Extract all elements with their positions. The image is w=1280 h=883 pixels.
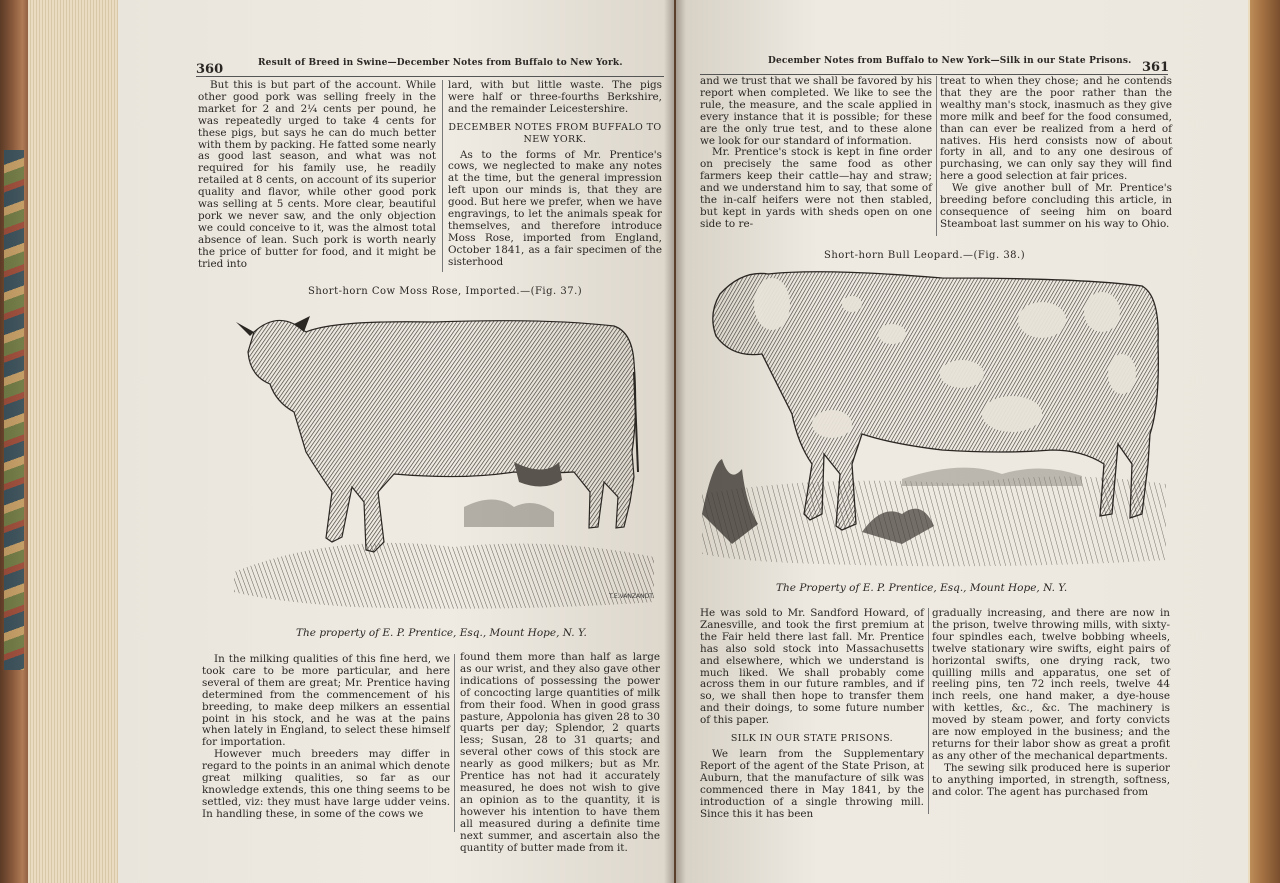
page-number: 361 — [1142, 60, 1170, 75]
text-column-top-right — [448, 80, 662, 276]
text-column-bottom-right — [932, 608, 1170, 820]
paragraph: However much breeders may differ in regard to the points in an animal which denote great milking qualities, so far as our knowledge extends, this one thing seems to be settled, viz: they must have large udder veins. In handling these, in some of the cows we — [202, 748, 450, 820]
text-column-bottom-right — [460, 651, 660, 854]
paragraph: We give another bull of Mr. Prentice's breeding before concluding this article, in consequence of seeing him on board Steamboat last summer on his way to Ohio. — [940, 182, 1172, 230]
text-column-top-right — [940, 76, 1172, 242]
marbled-endpaper — [4, 150, 24, 670]
right-page — [676, 0, 1248, 883]
paragraph: As to the forms of Mr. Prentice's cows, we neglected to make any notes at the time, but the general impression left upon our minds is, that they are good. But here we prefer, when we have engravings, to let the animals speak for themselves, and therefore introduce Moss Rose, imported from England, October 1841, as a fair specimen of the sisterhood — [448, 148, 662, 268]
paragraph: He was sold to Mr. Sandford Howard, of Zanesville, and took the first premium at the Fair held there last fall. Mr. Prentice has also sold stock into Massachusetts and elsewhere, which we understand is much liked. We shall probably come across them in our future rambles, and if so, we shall then hope to transfer them and their doings, to some future number of this paper. — [700, 607, 924, 727]
page-edges-left — [28, 0, 120, 883]
column-rule — [442, 80, 443, 272]
column-rule — [454, 654, 455, 832]
running-head: Result of Breed in Swine—December Notes from Buffalo to New York. — [258, 58, 623, 68]
text-column-bottom-left — [202, 654, 450, 844]
running-head: December Notes from Buffalo to New York—Silk in our State Prisons. — [768, 56, 1132, 66]
bull-engraving — [702, 264, 1168, 570]
paragraph: treat to when they chose; and he contends that they are the poor rather than the wealthy man's stock, inasmuch as they give more milk and beef for the food consumed, than can ever be realized from a herd of natives. His herd consists now of about forty in all, and to any one desirous of purchasing, we can only say they will find here a good selection at fair prices. — [940, 75, 1172, 183]
paragraph: But this is but part of the account. While other good pork was selling freely in the market for 2 and 2¼ cents per pound, he was repeatedly urged to take 4 cents for these pigs, but says he can do much better with them by packing. He fatted some nearly as good last season, and what was not required for his family use, he readily retailed at 8 cents, on account of its superior quality and flavor, while other good pork was selling at 5 cents. More clear, beautiful pork we never saw, and the only objection we could conceive to it, was the almost total absence of lean. Such pork is worth nearly the price of butter for food, and it might be tried into — [198, 79, 436, 270]
text-column-bottom-left — [700, 608, 924, 820]
header-rule — [196, 76, 664, 77]
figure-caption: Short-horn Cow Moss Rose, Imported.—(Fig. 37.) — [308, 286, 583, 297]
property-line: The property of E. P. Prentice, Esq., Mount Hope, N. Y. — [296, 627, 587, 639]
paragraph: Mr. Prentice's stock is kept in fine order on precisely the same food as other farmers keep their cattle—hay and straw; and we understand him to say, that some of the in-calf heifers were not then stabled, but kept in yards with sheds open on one side to re- — [700, 146, 932, 230]
left-page — [118, 0, 674, 883]
property-line: The Property of E. P. Prentice, Esq., Mount Hope, N. Y. — [776, 582, 1068, 594]
page-number: 360 — [196, 62, 224, 77]
figure-caption: Short-horn Bull Leopard.—(Fig. 38.) — [824, 250, 1026, 261]
paragraph: and we trust that we shall be favored by his report when completed. We like to see the rule, the measure, and the scale applied in every instance that it is possible; for these are the only true test, and to these alone we look for our standard of information. — [700, 75, 932, 147]
engraver-signature: T.E.VANZANDT. — [609, 593, 655, 600]
section-heading: SILK IN OUR STATE PRISONS. — [730, 733, 894, 745]
text-column-top-left — [198, 80, 436, 276]
cow-engraving — [214, 302, 660, 614]
paragraph: The sewing silk produced here is superior to anything imported, in strength, softness, and color. The agent has purchased from — [932, 761, 1170, 798]
paragraph: lard, with but little waste. The pigs were half or three-fourths Berkshire, and the remainder Leicestershire. — [448, 79, 662, 115]
section-heading: DECEMBER NOTES FROM BUFFALO TO NEW YORK. — [448, 121, 662, 145]
book-gutter — [664, 0, 686, 883]
paragraph: gradually increasing, and there are now in the prison, twelve throwing mills, with sixty-four spindles each, twelve bobbing wheels, twelve stationary wire swifts, eight pairs of horizontal swifts, one drying rack, two quilling mills and apparatus, one set of reeling pins, ten 72 inch reels, twelve 44 inch reels, one hand maker, a dye-house with kettles, &c., &c. The machinery is moved by steam power, and forty convicts are now employed in the business; and the returns for their labor show as great a profit as any other of the mechanical departments. — [932, 607, 1170, 762]
column-rule — [936, 76, 937, 236]
column-rule — [928, 608, 929, 814]
text-column-top-left — [700, 76, 932, 242]
paragraph: In the milking qualities of this fine herd, we took care to be more particular, and here several of them are great; Mr. Prentice having determined from the commencement of his breeding, to make deep milkers an essential point in his stock, and he was at the pains when lately in England, to select these himself for importation. — [202, 653, 450, 749]
paragraph: found them more than half as large as our wrist, and they also gave other indications of possessing the power of concocting large quantities of milk from their food. When in good grass pasture, Appolonia has given 28 to 30 quarts per day; Splendor, 2 quarts less; Susan, 28 to 31 quarts; and several other cows of this stock are nearly as good milkers; but as Mr. Prentice has not had it accurately measured, he does not wish to give an opinion as to the quantity, it is however his intention to have them all measured during a definite time next summer, and ascertain also the quantity of butter made from it. — [460, 651, 660, 854]
paragraph: We learn from the Supplementary Report of the agent of the State Prison, at Auburn, that the manufacture of silk was commenced there in May 1841, by the introduction of a single throwing mill. Since this it has been — [700, 747, 924, 820]
